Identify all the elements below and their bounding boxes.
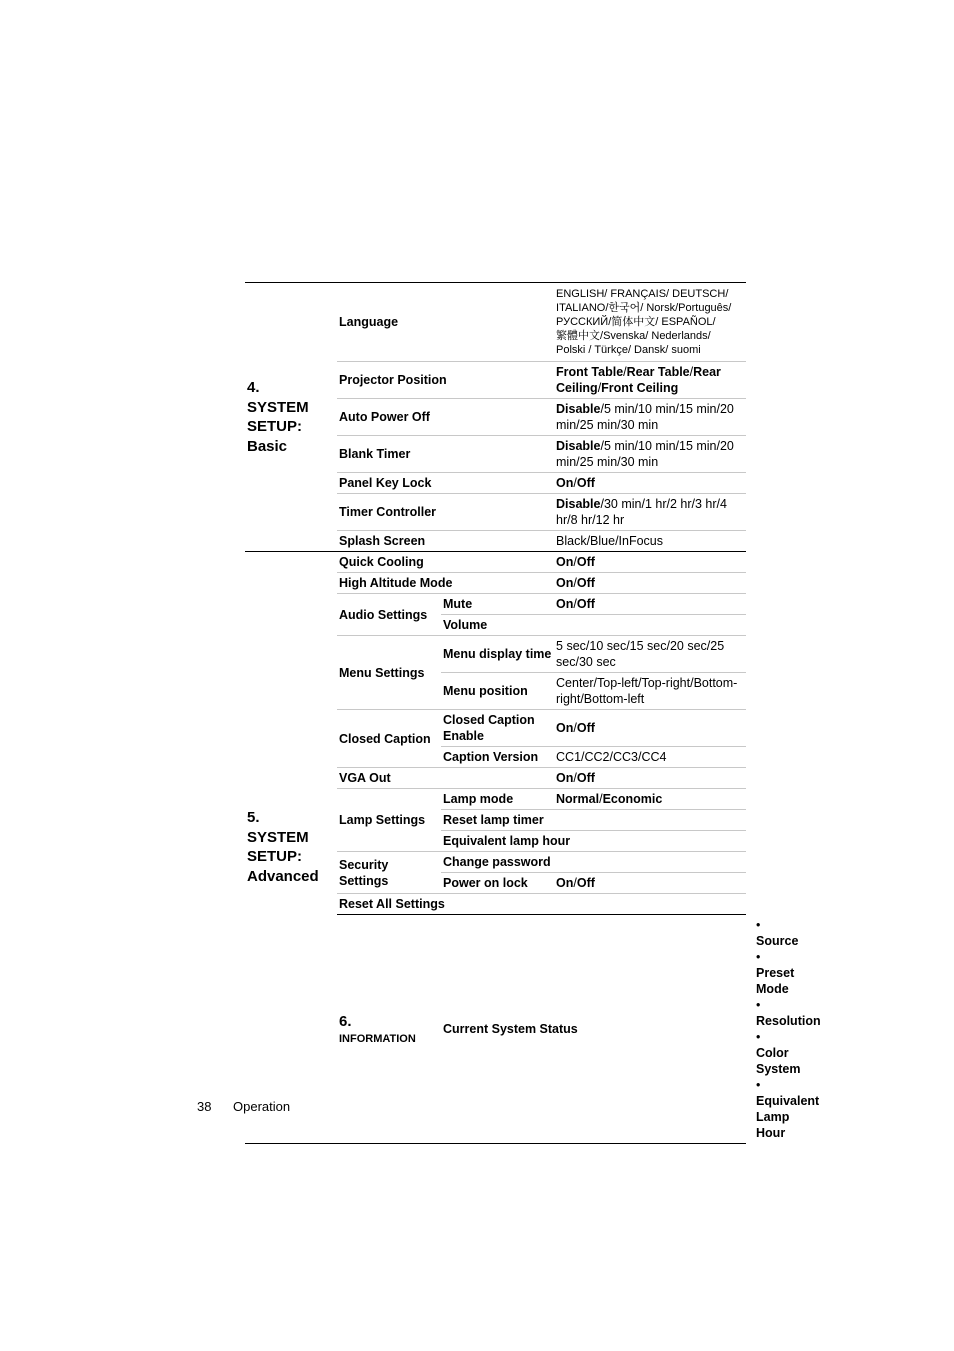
menu-display-time-label: Menu display time: [441, 636, 554, 673]
page-number: 38: [197, 1099, 212, 1114]
volume-label: Volume: [441, 615, 554, 636]
closed-caption-enable-label: Closed Caption Enable: [441, 710, 554, 747]
section-basic-heading: 4. SYSTEM SETUP: Basic: [245, 283, 337, 552]
power-on-lock-options: On/Off: [554, 873, 746, 894]
menu-settings-label: Menu Settings: [337, 636, 441, 710]
high-altitude-options: On/Off: [554, 573, 746, 594]
row-language: [245, 283, 746, 362]
equivalent-lamp-hour-label: Equivalent lamp hour: [441, 831, 746, 852]
menu-display-time-options: 5 sec/10 sec/15 sec/20 sec/25 sec/30 sec: [554, 636, 746, 673]
panel-key-lock-options: On/Off: [554, 473, 746, 494]
menu-position-label: Menu position: [441, 673, 554, 710]
closed-caption-label: Closed Caption: [337, 710, 441, 768]
reset-lamp-timer-label: Reset lamp timer: [441, 810, 746, 831]
high-altitude-label: High Altitude Mode: [337, 573, 554, 594]
lamp-mode-label: Lamp mode: [441, 789, 554, 810]
mute-label: Mute: [441, 594, 554, 615]
caption-version-label: Caption Version: [441, 747, 554, 768]
menu-settings-table: [245, 282, 821, 1144]
quick-cooling-options: On/Off: [554, 552, 746, 573]
security-settings-label: Security Settings: [337, 852, 441, 894]
mute-options: On/Off: [554, 594, 746, 615]
vga-out-options: On/Off: [554, 768, 746, 789]
change-password-label: Change password: [441, 852, 746, 873]
timer-controller-options: Disable/30 min/1 hr/2 hr/3 hr/4 hr/8 hr/12 hr: [554, 494, 746, 531]
audio-settings-label: Audio Settings: [337, 594, 441, 636]
caption-version-options: CC1/CC2/CC3/CC4: [554, 747, 746, 768]
page-footer: [197, 1099, 290, 1114]
row-current-system-status: 6. INFORMATION Current System Status Source Preset Mode Resolution Color System Equivalent Lamp Hour: [245, 915, 746, 1144]
auto-power-off-label: Auto Power Off: [337, 399, 554, 436]
lamp-settings-label: Lamp Settings: [337, 789, 441, 852]
splash-screen-label: Splash Screen: [337, 531, 554, 552]
language-label: Language: [337, 283, 554, 362]
blank-timer-options: Disable/5 min/10 min/15 min/20 min/25 min/30 min: [554, 436, 746, 473]
closed-caption-enable-options: On/Off: [554, 710, 746, 747]
row-quick-cooling: [245, 552, 746, 573]
splash-screen-options: Black/Blue/InFocus: [554, 531, 746, 552]
reset-all-settings-label: Reset All Settings: [337, 894, 746, 915]
quick-cooling-label: Quick Cooling: [337, 552, 554, 573]
panel-key-lock-label: Panel Key Lock: [337, 473, 554, 494]
projector-position-label: Projector Position: [337, 362, 554, 399]
projector-position-options: Front Table/Rear Table/Rear Ceiling/Front Ceiling: [554, 362, 746, 399]
footer-section-title: Operation: [233, 1099, 291, 1114]
language-options: ENGLISH/ FRANÇAIS/ DEUTSCH/ ITALIANO/한국어/ Norsk/Português/ РУССКИЙ/简体中文/ ESPAÑOL/ 繁體中文/Svenska/ Nederlands/ Polski / Türkçe/ Dansk/ suomi: [554, 283, 746, 362]
auto-power-off-options: Disable/5 min/10 min/15 min/20 min/25 min/30 min: [554, 399, 746, 436]
blank-timer-label: Blank Timer: [337, 436, 554, 473]
section-information-heading: 6. INFORMATION: [337, 915, 441, 1144]
lamp-mode-options: Normal/Economic: [554, 789, 746, 810]
current-system-status-label: Current System Status: [441, 915, 746, 1144]
timer-controller-label: Timer Controller: [337, 494, 554, 531]
volume-options: [554, 615, 746, 636]
power-on-lock-label: Power on lock: [441, 873, 554, 894]
vga-out-label: VGA Out: [337, 768, 554, 789]
section-advanced-heading: 5. SYSTEM SETUP: Advanced: [245, 552, 337, 1144]
menu-position-options: Center/Top-left/Top-right/Bottom-right/Bottom-left: [554, 673, 746, 710]
